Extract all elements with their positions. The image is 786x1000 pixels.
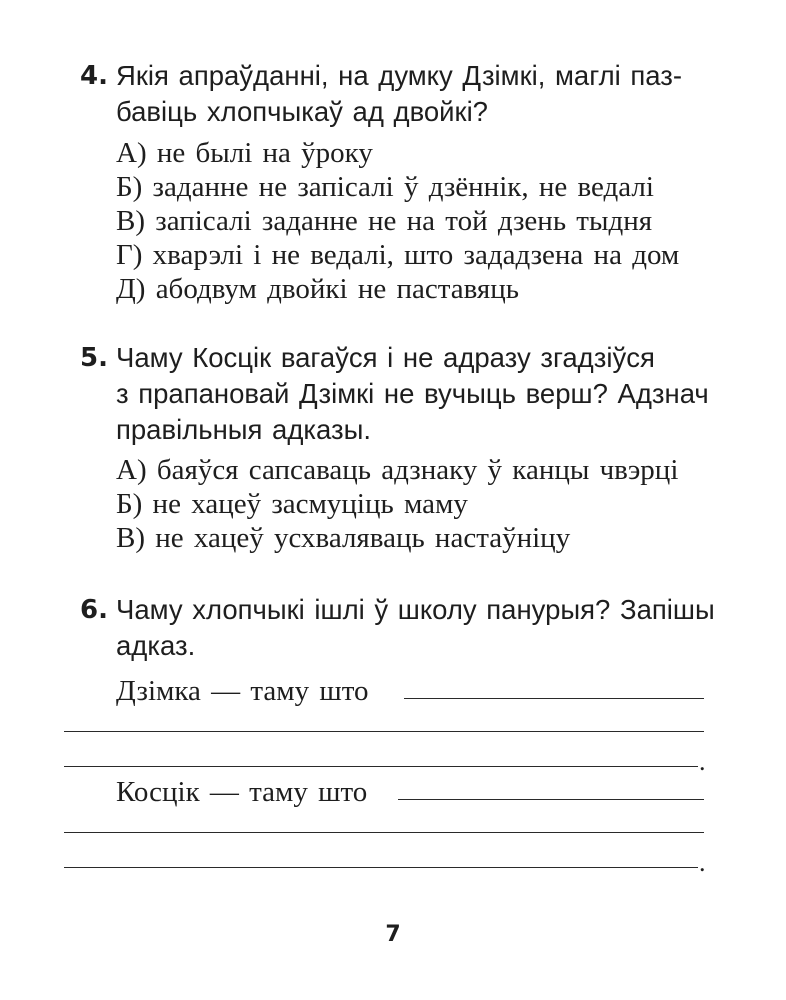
answer-line[interactable]	[404, 698, 704, 699]
question-text	[116, 340, 716, 448]
answer-options	[116, 453, 736, 555]
question-text-line: бавіць хлопчыкаў ад двойкі?	[116, 96, 488, 127]
option-b[interactable]: Б) не хацеў засмуціць маму	[116, 488, 468, 520]
option-v[interactable]: В) не хацеў усхваляваць настаўніцу	[116, 522, 571, 554]
option-a[interactable]: А) баяўся сапсаваць адзнаку ў канцы чвэрці	[116, 454, 679, 486]
option-v[interactable]: В) запісалі заданне не на той дзень тыдня	[116, 205, 653, 237]
question-number: 5.	[80, 343, 108, 373]
question-text	[116, 592, 716, 664]
question-text-line: Чаму хлопчыкі ішлі ў школу панурыя? Запішы	[116, 594, 715, 625]
option-g[interactable]: Г) хварэлі і не ведалі, што зададзена на дом	[116, 239, 680, 271]
answer-line[interactable]	[64, 731, 704, 732]
answer-label-kostsik: Косцік — таму што	[116, 776, 368, 808]
answer-line[interactable]	[64, 832, 704, 833]
option-a[interactable]: А) не былі на ўроку	[116, 137, 373, 169]
answer-line[interactable]	[64, 766, 698, 767]
option-b[interactable]: Б) заданне не запісалі ў дзённік, не ведалі	[116, 171, 654, 203]
question-text-line: адказ.	[116, 630, 196, 661]
question-number: 4.	[80, 61, 108, 91]
answer-label-dzimka: Дзімка — таму што	[116, 675, 369, 707]
page-number: 7	[385, 922, 401, 947]
sentence-end-mark: .	[699, 848, 706, 877]
question-number: 6.	[80, 595, 108, 625]
question-text-line: з прапановай Дзімкі не вучыць верш? Адзнач	[116, 378, 709, 409]
answer-line[interactable]	[398, 799, 704, 800]
question-text-line: Чаму Косцік вагаўся і не адразу згадзіўся	[116, 342, 655, 373]
sentence-end-mark: .	[699, 747, 706, 776]
question-text-line: правільныя адказы.	[116, 414, 372, 445]
answer-line[interactable]	[64, 867, 698, 868]
question-text-line: Якія апраўданні, на думку Дзімкі, маглі паз-	[116, 60, 683, 91]
option-d[interactable]: Д) абодвум двойкі не паставяць	[116, 273, 520, 305]
question-text	[116, 58, 716, 130]
answer-options	[116, 136, 736, 306]
